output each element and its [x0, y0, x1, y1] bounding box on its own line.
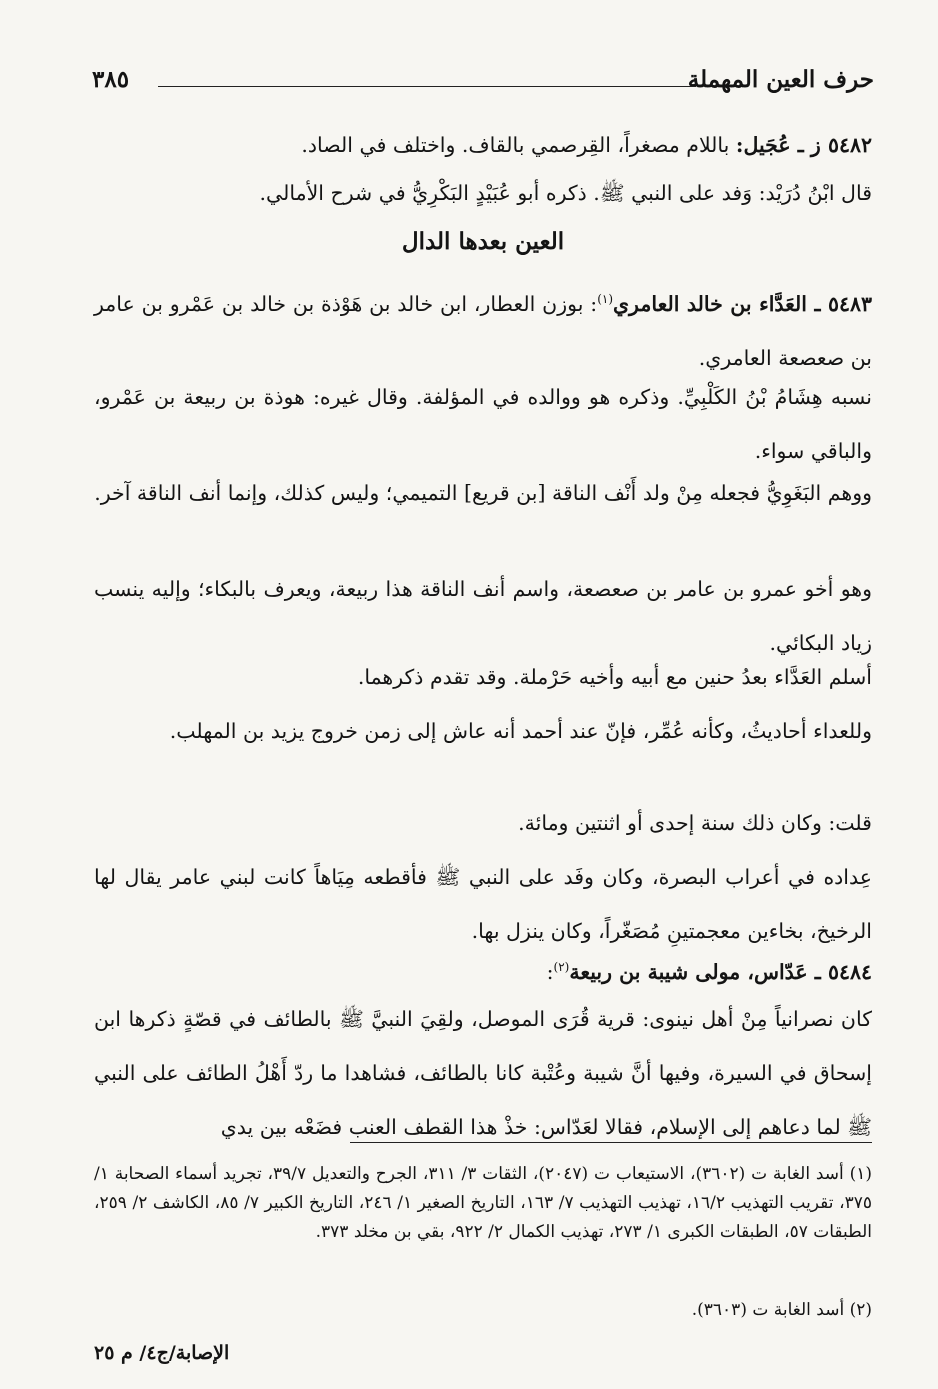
- footnote-ref-1: (١): [597, 292, 614, 306]
- entry-5483: [94, 272, 872, 385]
- header-rule: [158, 86, 696, 87]
- paragraph: عِداده في أعراب البصرة، وكان وفَد على النبي ﷺ فأقطعه مِيَاهاً كانت لبني عامر يقال لها الرخيخ، بخاءين معجمتينِ مُصَغّراً، وكان ينزل بها.: [94, 865, 872, 943]
- entry-5483-text: : بوزن العطار، ابن خالد بن هَوْذة بن خالد بن عَمْرو بن عامر بن صعصعة العامري.: [94, 291, 872, 370]
- paragraph: وهو أخو عمرو بن عامر بن صعصعة، واسم أنف الناقة هذا ربيعة، ويعرف بالبكاء؛ وإليه ينسب زياد البكائي.: [94, 577, 872, 655]
- page-header: [92, 66, 874, 110]
- footnote-1: (١) أسد الغابة ت (٣٦٠٢)، الاستيعاب ت (٢٠٤٧)، الثقات ٣/ ٣١١، الجرح والتعديل ٣٩/٧، تجريد أسماء الصحابة ١/ ٣٧٥، تقريب التهذيب ١٦/٢، تهذيب التهذيب ٧/ ١٦٣، التاريخ الصغير ١/ ٢٤٦، التاريخ الكبير ٧/ ٨٥، الكاشف ٢/ ٢٥٩، الطبقات ٥٧، الطبقات الكبرى ١/ ٢٧٣، تهذيب الكمال ٢/ ٩٢٢، بقي بن مخلد ٣٧٣.: [94, 1164, 872, 1242]
- footnote-rule: [350, 1142, 872, 1143]
- section-heading: العين بعدها الدال: [401, 228, 565, 255]
- paragraph: قلت: وكان ذلك سنة إحدى أو اثنتين ومائة.: [518, 811, 872, 835]
- entry-5482: [94, 118, 872, 172]
- paragraph: كان نصرانياً مِنْ أهل نينوى: قرية قُرَى الموصل، ولقِيَ النبيَّ ﷺ بالطائف في قصّةٍ ذكرها ابن إسحاق في السيرة، وفيها أنَّ شيبة وعُتْبة كانا بالطائف، فشاهدا ما ردّ أَهْلُ الطائف على النبي ﷺ لما دعاهم إلى الإسلام، فقالا لعَدّاس: خذْ هذا القطف العنب فضَعْه بين يدي: [94, 1007, 872, 1139]
- page-number: ٣٨٥: [92, 66, 130, 93]
- entry-5484-heading: ٥٤٨٤ ـ عَدّاس، مولى شيبة بن ربيعة: [569, 959, 872, 984]
- footnote-ref-2: (٢): [553, 960, 570, 974]
- running-title: حرف العين المهملة: [687, 66, 874, 93]
- signature-mark: الإصابة/ج٤/ م ٢٥: [94, 1342, 230, 1364]
- entry-5484: ٥٤٨٤ ـ عَدّاس، مولى شيبة بن ربيعة$^{(٢)}$:: [546, 959, 872, 984]
- entry-5482-text: باللام مصغراً، القِرصمي بالقاف. واختلف في الصاد.: [301, 133, 736, 157]
- paragraph: قال ابْنُ دُرَيْد: وَفد على النبي ﷺ. ذكره أبو عُبَيْدٍ البَكْرِيُّ في شرح الأمالي.: [259, 181, 872, 205]
- paragraph: وللعداء أحاديثُ، وكأنه عُمِّر، فإنّ عند أحمد أنه عاش إلى زمن خروج يزيد بن المهلب.: [169, 719, 872, 743]
- entry-5482-heading: ٥٤٨٢ ز ـ عُجَيل:: [735, 133, 872, 157]
- entry-5483-heading: ٥٤٨٣ ـ العَدَّاء بن خالد العامري: [613, 291, 872, 316]
- footnote-2: (٢) أسد الغابة ت (٣٦٠٣).: [691, 1300, 872, 1320]
- paragraph: ووهم البَغَوِيُّ فجعله مِنْ ولد أَنْف الناقة [بن قريع] التميمي؛ وليس كذلك، وإنما أنف الناقة آخر.: [94, 481, 872, 505]
- paragraph: نسبه هِشَامُ بْنُ الكَلْبِيِّ. وذكره هو ووالده في المؤلفة. وقال غيره: هوذة بن ربيعة بن عَمْرو، والباقي سواء.: [94, 385, 872, 463]
- paragraph: أسلم العَدَّاء بعدُ حنين مع أبيه وأخيه حَرْملة. وقد تقدم ذكرهما.: [357, 665, 872, 689]
